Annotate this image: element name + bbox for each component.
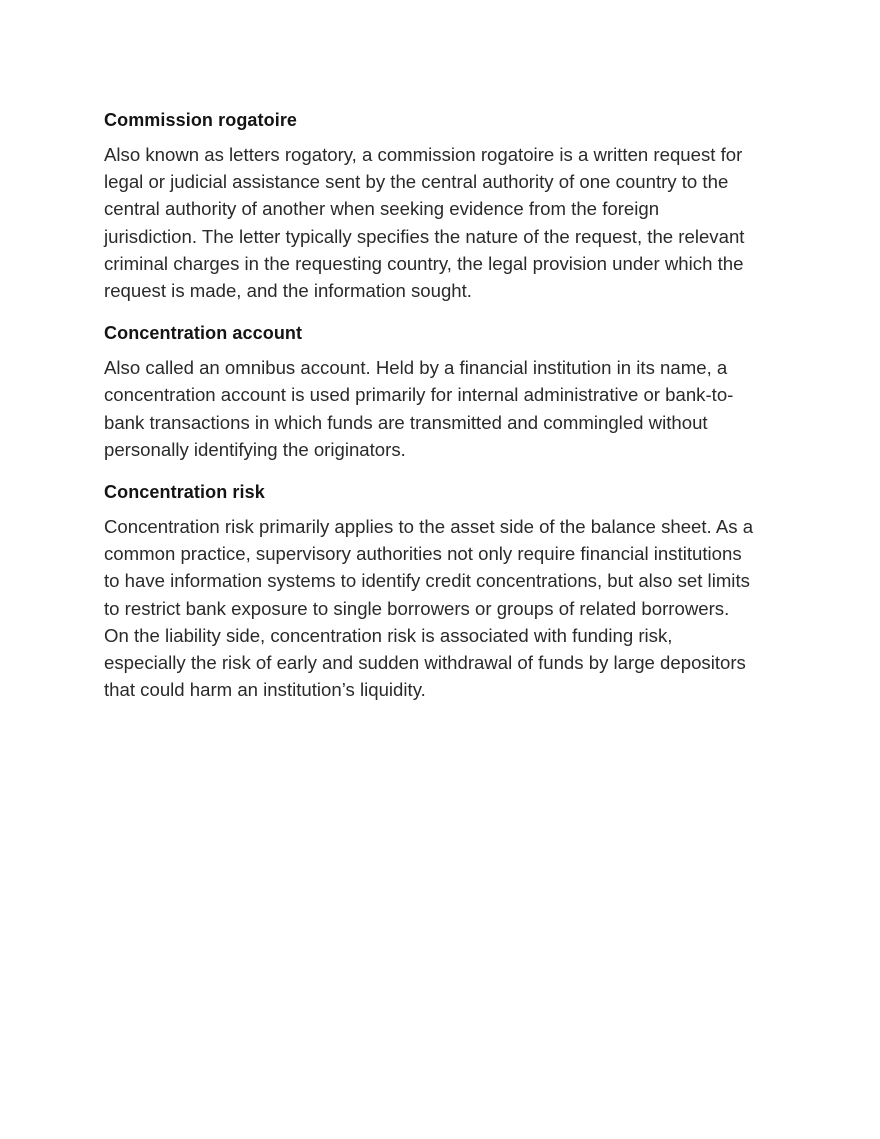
term-heading: Concentration account	[104, 323, 303, 344]
glossary-entry-commission-rogatoire	[104, 108, 754, 304]
term-definition: Concentration risk primarily applies to the asset side of the balance sheet. As a common practice, supervisory authorities not only require financial institutions to have information systems to identify credit concentrations, but also set limits to restrict bank exposure to single borrowers or groups of related borrowers. On the liability side, concentration risk is associated with funding risk, especially the risk of early and sudden withdrawal of funds by large depositors that could harm an institution’s liquidity.	[104, 516, 754, 701]
glossary-entry-concentration-account	[104, 321, 754, 463]
term-definition: Also known as letters rogatory, a commission rogatoire is a written request for legal or judicial assistance sent by the central authority of one country to the central authority of another when seeking evidence from the foreign jurisdiction. The letter typically specifies the nature of the request, the relevant criminal charges in the requesting country, the legal provision under which the request is made, and the information sought.	[104, 144, 745, 302]
glossary-page	[104, 108, 754, 720]
term-heading: Concentration risk	[104, 482, 265, 503]
term-heading: Commission rogatoire	[104, 110, 298, 130]
glossary-entry-concentration-risk	[104, 480, 754, 703]
term-definition: Also called an omnibus account. Held by a financial institution in its name, a concentration account is used primarily for internal administrative or bank-to-bank transactions in which funds are transmitted and commingled without personally identifying the originators.	[104, 357, 734, 460]
